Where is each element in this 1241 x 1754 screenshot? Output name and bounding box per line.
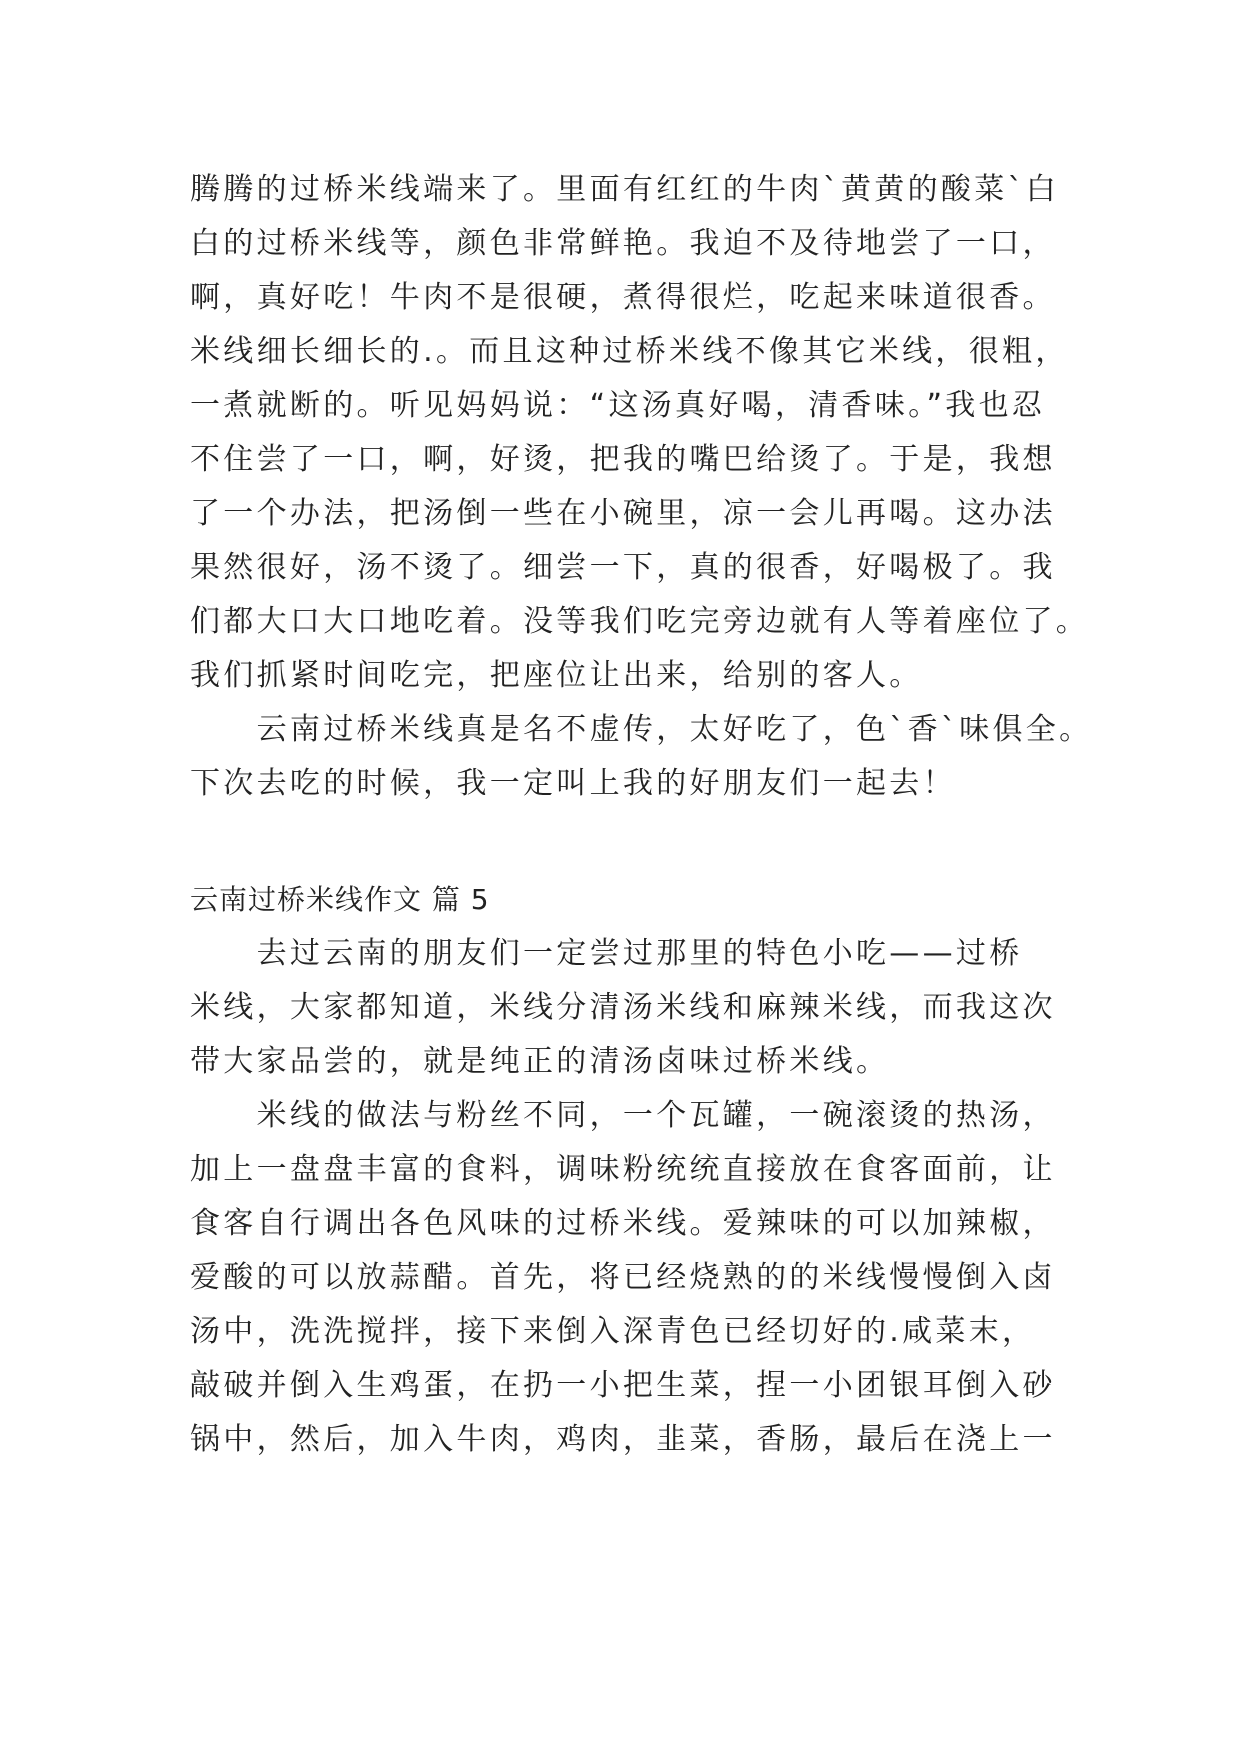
text-line: 敲破并倒入生鸡蛋，在扔一小把生菜，捏一小团银耳倒入砂 bbox=[190, 1368, 1056, 1403]
text-line: 米线细长细长的.。而且这种过桥米线不像其它米线，很粗， bbox=[190, 334, 1069, 369]
text-line: 了一个办法，把汤倒一些在小碗里，凉一会儿再喝。这办法 bbox=[190, 496, 1056, 531]
text-line: 米线，大家都知道，米线分清汤米线和麻辣米线，而我这次 bbox=[190, 990, 1056, 1025]
text-line: 加上一盘盘丰富的食料，调味粉统统直接放在食客面前，让 bbox=[190, 1152, 1056, 1187]
section-heading: 云南过桥米线作文 篇 5 bbox=[190, 883, 490, 916]
text-line: 米线的做法与粉丝不同，一个瓦罐，一碗滚烫的热汤， bbox=[190, 1098, 1056, 1133]
text-line: 啊，真好吃！牛肉不是很硬，煮得很烂，吃起来味道很香。 bbox=[190, 280, 1056, 315]
text-line: 云南过桥米线真是名不虚传，太好吃了，色`香`味俱全。 bbox=[190, 712, 1093, 747]
text-line: 食客自行调出各色风味的过桥米线。爱辣味的可以加辣椒， bbox=[190, 1206, 1056, 1241]
text-line: 汤中，洗洗搅拌，接下来倒入深青色已经切好的.咸菜末， bbox=[190, 1314, 1036, 1349]
text-line: 们都大口大口地吃着。没等我们吃完旁边就有人等着座位了。 bbox=[190, 604, 1090, 639]
text-line: 去过云南的朋友们一定尝过那里的特色小吃——过桥 bbox=[190, 936, 1023, 971]
text-line: 白的过桥米线等，颜色非常鲜艳。我迫不及待地尝了一口， bbox=[190, 226, 1056, 261]
text-line: 带大家品尝的，就是纯正的清汤卤味过桥米线。 bbox=[190, 1044, 890, 1079]
text-line: 我们抓紧时间吃完，把座位让出来，给别的客人。 bbox=[190, 658, 923, 693]
text-line: 一煮就断的。听见妈妈说：“这汤真好喝，清香味。”我也忍 bbox=[190, 388, 1046, 423]
text-line: 不住尝了一口，啊，好烫，把我的嘴巴给烫了。于是，我想 bbox=[190, 442, 1056, 477]
text-line: 腾腾的过桥米线端来了。里面有红红的牛肉`黄黄的酸菜`白 bbox=[190, 172, 1060, 207]
text-line: 锅中，然后，加入牛肉，鸡肉，韭菜，香肠，最后在浇上一 bbox=[190, 1422, 1056, 1457]
text-line: 爱酸的可以放蒜醋。首先，将已经烧熟的的米线慢慢倒入卤 bbox=[190, 1260, 1056, 1295]
text-line: 果然很好，汤不烫了。细尝一下，真的很香，好喝极了。我 bbox=[190, 550, 1056, 585]
text-line: 下次去吃的时候，我一定叫上我的好朋友们一起去！ bbox=[190, 766, 956, 801]
